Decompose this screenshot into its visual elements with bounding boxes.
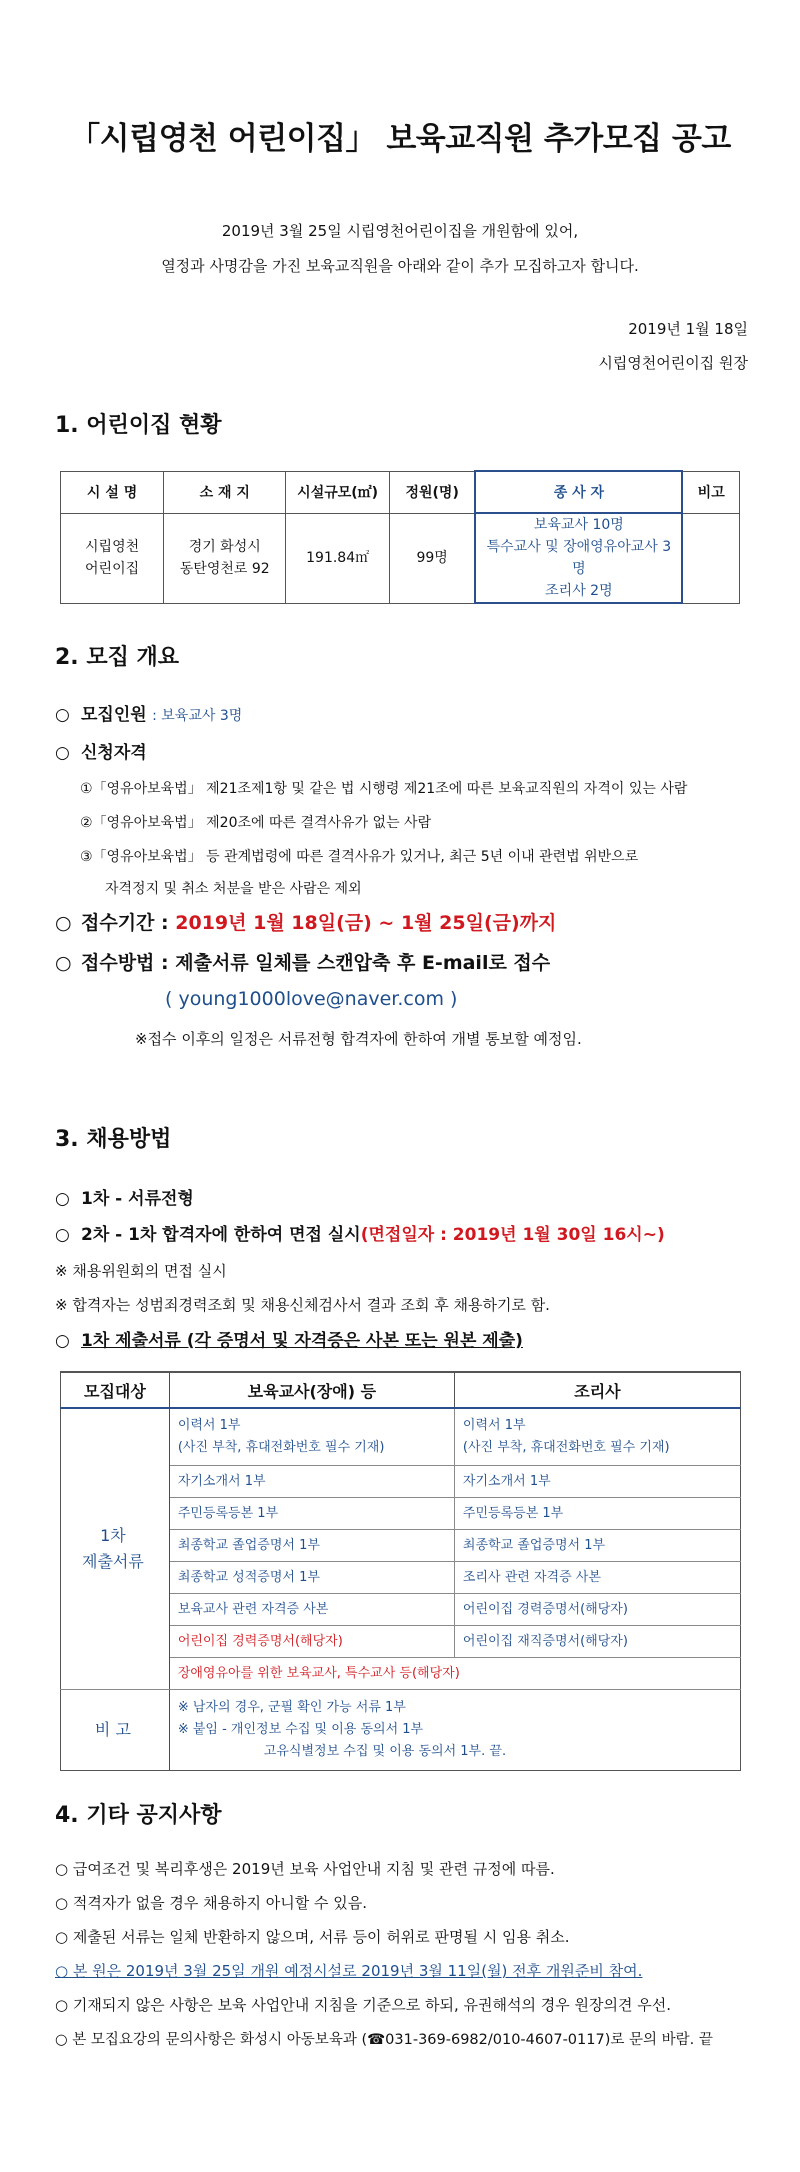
cook-doc-5: 조리사 관련 자격증 사본 bbox=[454, 1562, 740, 1594]
teacher-doc-4: 최종학교 졸업증명서 1부 bbox=[169, 1530, 454, 1562]
qualification-2: ②「영유아보육법」 제20조에 따른 결격사유가 없는 사람 bbox=[80, 815, 432, 831]
teacher-doc-6: 보육교사 관련 자격증 사본 bbox=[169, 1594, 454, 1626]
notice-date: 2019년 1월 18일 bbox=[628, 320, 748, 338]
facility-address-line-1: 경기 화성시 bbox=[188, 539, 261, 555]
intro-line-1: 2019년 3월 25일 시립영천어린이집을 개원함에 있어, bbox=[221, 222, 579, 240]
notice-item-6: ○ 본 모집요강의 문의사항은 화성시 아동보육과 (☎031-369-6982/010-4607-0117)로 문의 바람. 끝 bbox=[55, 2032, 713, 2048]
qualification-line bbox=[55, 738, 147, 763]
period-line bbox=[55, 908, 556, 935]
staff-line-2: 특수교사 및 장애영유아교사 3명 bbox=[486, 539, 672, 577]
period-value: 2019년 1월 18일(금) ~ 1월 25일(금)까지 bbox=[175, 912, 557, 934]
interview-note: ※ 채용위원회의 면접 실시 bbox=[55, 1262, 227, 1280]
teacher-doc-3: 주민등록등본 1부 bbox=[169, 1498, 454, 1530]
documents-table bbox=[60, 1371, 741, 1771]
cook-doc-resume bbox=[454, 1408, 740, 1466]
notice-item-1: ○ 급여조건 및 복리후생은 2019년 보육 사업안내 지침 및 관련 규정에 따름. bbox=[55, 1860, 555, 1878]
qualification-1: ①「영유아보육법」 제21조제1항 및 같은 법 시행령 제21조에 따른 보육교직원의 자격이 있는 사람 bbox=[80, 781, 688, 797]
bullet-icon: ○ bbox=[55, 952, 72, 974]
facility-table bbox=[60, 470, 740, 604]
documents-label bbox=[61, 1408, 170, 1690]
facility-staff bbox=[475, 513, 682, 603]
teacher-doc-2: 자기소개서 1부 bbox=[169, 1466, 454, 1498]
notice-item-5: ○ 기재되지 않은 사항은 보육 사업안내 지침을 기준으로 하되, 유권해석의 경우 원장의견 우선. bbox=[55, 1996, 671, 2014]
step-1-text: 1차 - 서류전형 bbox=[81, 1189, 194, 1209]
documents-label-line-2: 제출서류 bbox=[81, 1552, 144, 1571]
facility-capacity: 99명 bbox=[389, 513, 475, 603]
bullet-icon: ○ bbox=[55, 743, 70, 763]
notice-item-4: ○ 본 원은 2019년 3월 25일 개원 예정시설로 2019년 3월 11일(월) 전후 개원준비 참여. bbox=[55, 1962, 643, 1980]
header-target: 모집대상 bbox=[61, 1372, 170, 1408]
step-1-line bbox=[55, 1184, 194, 1209]
step-2-line bbox=[55, 1220, 665, 1245]
period-label: 접수기간 : bbox=[81, 912, 169, 934]
cook-doc-resume-line-2: (사진 부착, 휴대전화번호 필수 기재) bbox=[462, 1440, 670, 1455]
facility-remark bbox=[682, 513, 739, 603]
cook-doc-resume-line-1: 이력서 1부 bbox=[462, 1418, 526, 1433]
header-location: 소 재 지 bbox=[164, 471, 286, 513]
section-4-heading: 4. 기타 공지사항 bbox=[55, 1803, 222, 1828]
section-2-heading: 2. 모집 개요 bbox=[55, 645, 179, 670]
schedule-note: ※접수 이후의 일정은 서류전형 합격자에 한하여 개별 통보할 예정임. bbox=[135, 1030, 582, 1048]
remark-content bbox=[169, 1690, 740, 1771]
hiring-note: ※ 합격자는 성범죄경력조회 및 채용신체검사서 결과 조회 후 채용하기로 함. bbox=[55, 1296, 550, 1314]
documents-text: 1차 제출서류 (각 증명서 및 자격증은 사본 또는 원본 제출) bbox=[81, 1331, 523, 1351]
facility-size: 191.84㎡ bbox=[286, 513, 390, 603]
bullet-icon: ○ bbox=[55, 1225, 70, 1245]
facility-name-line-2: 어린이집 bbox=[85, 561, 140, 577]
notice-item-2: ○ 적격자가 없을 경우 채용하지 아니할 수 있음. bbox=[55, 1894, 368, 1912]
header-size: 시설규모(㎡) bbox=[286, 471, 390, 513]
interview-date: (면접일자 : 2019년 1월 30일 16시~) bbox=[360, 1225, 665, 1245]
qualification-3b: 자격정지 및 취소 처분을 받은 사람은 제외 bbox=[105, 881, 362, 897]
teacher-doc-7: 어린이집 경력증명서(해당자) bbox=[169, 1626, 454, 1658]
facility-address-line-2: 동탄영천로 92 bbox=[179, 561, 270, 577]
documents-line bbox=[55, 1326, 523, 1351]
section-1-heading: 1. 어린이집 현황 bbox=[55, 413, 222, 438]
remark-line-1: ※ 남자의 경우, 군필 확인 가능 서류 1부 bbox=[177, 1700, 406, 1715]
header-cook: 조리사 bbox=[454, 1372, 740, 1408]
staff-line-1: 보육교사 10명 bbox=[533, 517, 624, 533]
cook-doc-4: 최종학교 졸업증명서 1부 bbox=[454, 1530, 740, 1562]
documents-label-line-1: 1차 bbox=[100, 1526, 126, 1545]
recruit-line bbox=[55, 700, 242, 725]
facility-address bbox=[164, 513, 286, 603]
section-3-heading: 3. 채용방법 bbox=[55, 1127, 172, 1152]
remark-line-3: 고유식별정보 수집 및 이용 동의서 1부. 끝. bbox=[263, 1744, 507, 1759]
teacher-doc-5: 최종학교 성적증명서 1부 bbox=[169, 1562, 454, 1594]
cook-doc-3: 주민등록등본 1부 bbox=[454, 1498, 740, 1530]
recruit-label: 모집인원 bbox=[81, 705, 147, 725]
staff-line-3: 조리사 2명 bbox=[545, 583, 613, 599]
qualification-label: 신청자격 bbox=[81, 743, 147, 763]
cook-doc-2: 자기소개서 1부 bbox=[454, 1466, 740, 1498]
cook-doc-6: 어린이집 경력증명서(해당자) bbox=[454, 1594, 740, 1626]
signature: 시립영천어린이집 원장 bbox=[598, 354, 748, 372]
teacher-doc-resume-line-1: 이력서 1부 bbox=[177, 1418, 241, 1433]
special-teacher-doc: 장애영유아를 위한 보육교사, 특수교사 등(해당자) bbox=[169, 1658, 740, 1690]
remark-line-2: ※ 붙임 - 개인정보 수집 및 이용 동의서 1부 bbox=[177, 1722, 424, 1737]
header-staff: 종 사 자 bbox=[475, 471, 682, 513]
method-text: 접수방법 : 제출서류 일체를 스캔압축 후 E-mail로 접수 bbox=[81, 952, 551, 974]
bullet-icon: ○ bbox=[55, 1189, 70, 1209]
bullet-icon: ○ bbox=[55, 705, 70, 725]
facility-name-line-1: 시립영천 bbox=[85, 539, 140, 555]
qualification-3a: ③「영유아보육법」 등 관계법령에 따른 결격사유가 있거나, 최근 5년 이내 관련법 위반으로 bbox=[80, 849, 639, 865]
header-facility-name: 시 설 명 bbox=[61, 471, 164, 513]
remark-label: 비 고 bbox=[61, 1690, 170, 1771]
method-line bbox=[55, 948, 550, 975]
header-capacity: 정원(명) bbox=[389, 471, 475, 513]
header-teacher: 보육교사(장애) 등 bbox=[169, 1372, 454, 1408]
contact-email[interactable]: ( young1000love@naver.com ) bbox=[165, 988, 458, 1010]
page-title: 「시립영천 어린이집」 보육교직원 추가모집 공고 bbox=[69, 121, 731, 157]
teacher-doc-resume-line-2: (사진 부착, 휴대전화번호 필수 기재) bbox=[177, 1440, 385, 1455]
notice-item-3: ○ 제출된 서류는 일체 반환하지 않으며, 서류 등이 허위로 판명될 시 임용 취소. bbox=[55, 1928, 570, 1946]
intro-line-2: 열정과 사명감을 가진 보육교직원을 아래와 같이 추가 모집하고자 합니다. bbox=[161, 257, 639, 275]
facility-name bbox=[61, 513, 164, 603]
recruit-value: : 보육교사 3명 bbox=[152, 708, 243, 724]
bullet-icon: ○ bbox=[55, 1331, 70, 1351]
header-remark: 비고 bbox=[682, 471, 739, 513]
cook-doc-7: 어린이집 재직증명서(해당자) bbox=[454, 1626, 740, 1658]
bullet-icon: ○ bbox=[55, 912, 72, 934]
step-2-text: 2차 - 1차 합격자에 한하여 면접 실시 bbox=[81, 1225, 361, 1245]
teacher-doc-resume bbox=[169, 1408, 454, 1466]
